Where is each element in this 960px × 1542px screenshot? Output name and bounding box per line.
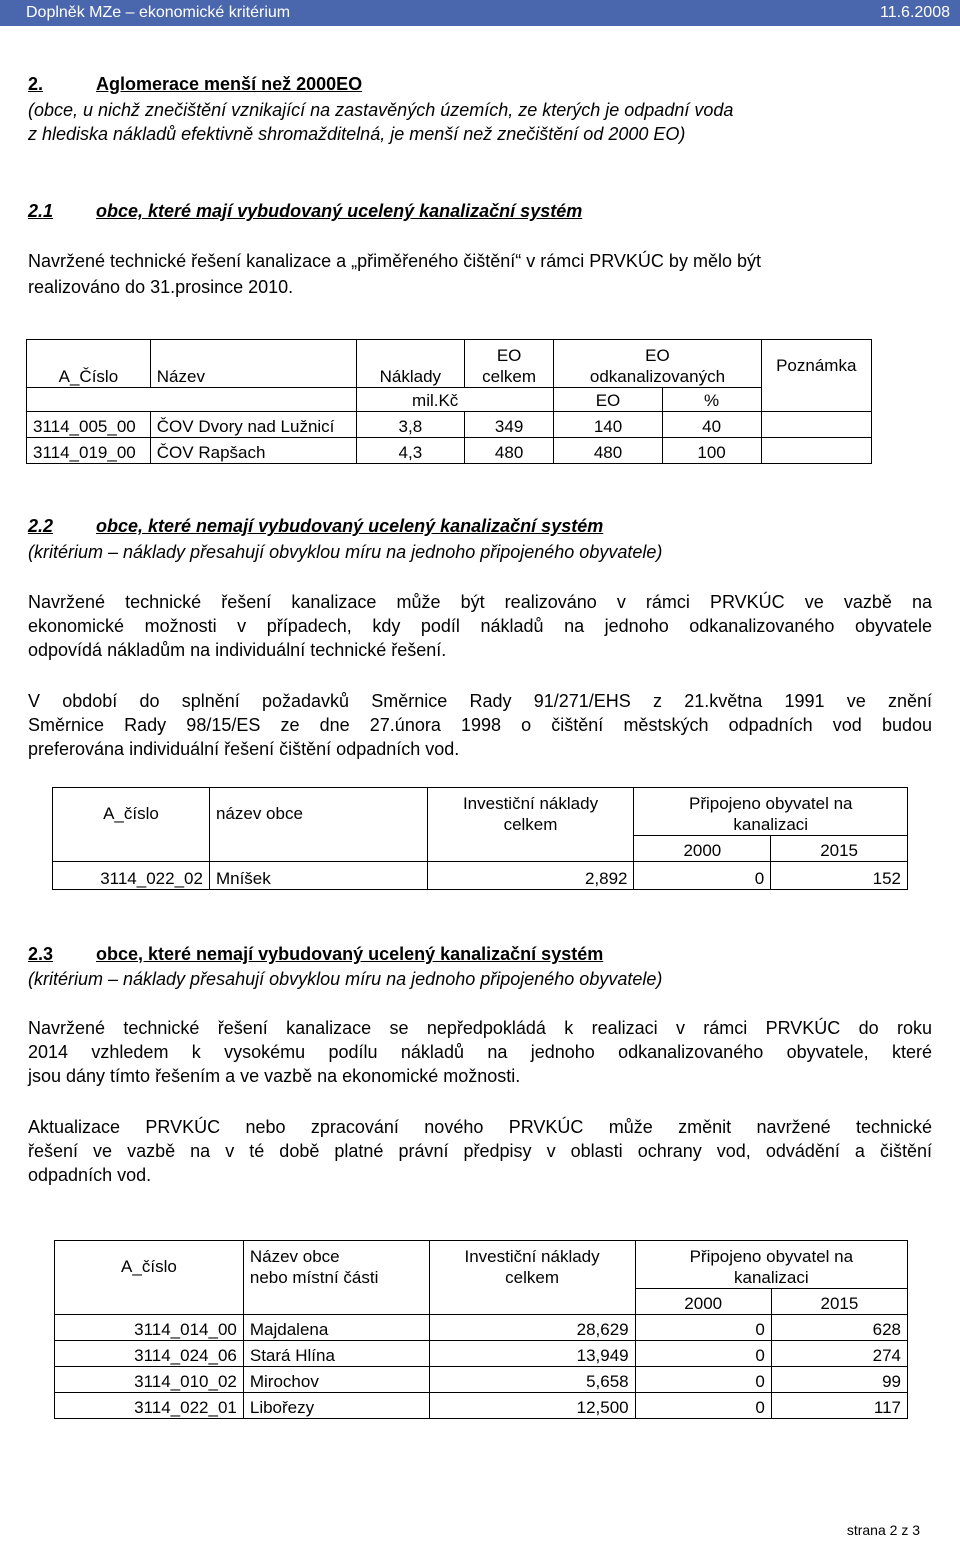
t3-r3-2015: 99	[771, 1367, 907, 1393]
section-2-subtitle-line2: z hlediska nákladů efektivně shromažditelná, je menší než znečištění od 2000 EO)	[28, 124, 686, 144]
t1-header-poznamka: Poznámka	[761, 340, 871, 412]
t3-r1-a-cislo: 3114_014_00	[55, 1315, 244, 1341]
section-23-para1-line1: Navržené technické řešení kanalizace se nepředpokládá k realizaci v rámci PRVKÚC do roku	[28, 1018, 932, 1038]
t3-r1-2000: 0	[635, 1315, 771, 1341]
table-row	[27, 412, 872, 438]
t2-header-invest	[427, 788, 634, 862]
t1-header-a-cislo: A_Číslo	[27, 340, 151, 388]
t1-r1-a-cislo: 3114_005_00	[27, 412, 151, 438]
t1-unit-empty-2	[150, 388, 356, 412]
t1-r1-eo-odk: 140	[554, 412, 662, 438]
page-number: strana 2 z 3	[846, 1522, 920, 1538]
t2-header-nazev: název obce	[209, 788, 427, 862]
section-22-para2	[28, 689, 932, 761]
t3-r1-nazev: Majdalena	[243, 1315, 429, 1341]
section-21-title: obce, které mají vybudovaný ucelený kanalizační systém	[96, 201, 583, 221]
t3-r1-2015: 628	[771, 1315, 907, 1341]
document-date: 11.6.2008	[880, 4, 950, 21]
t3-header-nazev-line2: nebo místní části	[249, 1267, 379, 1287]
t3-r4-nazev: Libořezy	[243, 1393, 429, 1419]
section-22-para2-line2: Směrnice Rady 98/15/ES ze dne 27.února 1998 o čištění městských odpadních vod budou	[28, 715, 932, 735]
t3-r4-invest: 12,500	[429, 1393, 635, 1419]
t3-r2-invest: 13,949	[429, 1341, 635, 1367]
t1-unit-pct: %	[662, 388, 761, 412]
table-row	[55, 1341, 908, 1367]
document-header	[0, 0, 960, 26]
t2-r1-2015: 152	[771, 862, 908, 890]
t3-r4-a-cislo: 3114_022_01	[55, 1393, 244, 1419]
t3-header-a-cislo: A_číslo	[55, 1241, 244, 1315]
table2-header-row	[53, 788, 908, 836]
t1-header-eo-celkem-line1: EO	[496, 346, 522, 365]
t1-r1-nazev: ČOV Dvory nad Lužnicí	[150, 412, 356, 438]
t3-r3-nazev: Mirochov	[243, 1367, 429, 1393]
t1-r2-naklady: 4,3	[356, 438, 464, 464]
t3-r2-2015: 274	[771, 1341, 907, 1367]
section-23-para1	[28, 1016, 932, 1088]
t2-r1-invest: 2,892	[427, 862, 634, 890]
t3-header-invest-line2: celkem	[505, 1267, 559, 1287]
t2-header-pripojeno-line1: Připojeno obyvatel na	[688, 794, 853, 813]
table-municipality-costs-2	[54, 1240, 908, 1419]
section-21-para-line2: realizováno do 31.prosince 2010.	[28, 277, 294, 297]
t1-unit-empty-1	[27, 388, 151, 412]
t3-header-2000: 2000	[635, 1289, 771, 1315]
t3-r4-2000: 0	[635, 1393, 771, 1419]
t1-unit-naklady: mil.Kč	[356, 388, 464, 412]
t1-r2-poznamka	[761, 438, 871, 464]
section-22-para2-line1: V období do splnění požadavků Směrnice Rady 91/271/EHS z 21.května 1991 ve znění	[28, 691, 932, 711]
section-23-para2-line3: odpadních vod.	[28, 1165, 152, 1185]
t1-r2-eo-celkem: 480	[464, 438, 554, 464]
section-2-number: 2.	[28, 74, 44, 94]
section-22-para1-line3: odpovídá nákladům na individuální technické řešení.	[28, 640, 447, 660]
t1-r2-eo-odk: 480	[554, 438, 662, 464]
table-row	[55, 1367, 908, 1393]
t1-header-eo-celkem	[464, 340, 554, 388]
t1-header-eo-odk-line1: EO	[645, 346, 670, 365]
t1-header-nazev: Název	[150, 340, 356, 388]
t1-header-eo-celkem-line2: celkem	[482, 367, 537, 386]
section-2-title: Aglomerace menší než 2000EO	[96, 74, 363, 94]
t2-header-pripojeno-line2: kanalizaci	[733, 815, 809, 834]
t2-header-pripojeno	[634, 788, 908, 836]
section-22-criterion: (kritérium – náklady přesahují obvyklou míru na jednoho připojeného obyvatele)	[28, 542, 663, 562]
section-23-para1-line3: jsou dány tímto řešením a ve vazbě na ekonomické možnosti.	[28, 1066, 521, 1086]
table-municipality-costs-1	[52, 787, 908, 890]
t2-r1-nazev: Mníšek	[209, 862, 427, 890]
section-22-number: 2.2	[28, 516, 54, 536]
t3-header-invest	[429, 1241, 635, 1315]
t2-r1-a-cislo: 3114_022_02	[53, 862, 210, 890]
t1-header-naklady: Náklady	[356, 340, 464, 388]
t1-r1-poznamka	[761, 412, 871, 438]
t3-r1-invest: 28,629	[429, 1315, 635, 1341]
section-21-para-line1: Navržené technické řešení kanalizace a „přiměřeného čištění“ v rámci PRVKÚC by mělo být	[28, 251, 761, 271]
t3-r2-2000: 0	[635, 1341, 771, 1367]
t1-header-eo-odk-line2: odkanalizovaných	[589, 367, 726, 386]
t3-header-nazev	[243, 1241, 429, 1315]
t1-r1-eo-celkem: 349	[464, 412, 554, 438]
t3-header-nazev-line1: Název obce	[249, 1246, 340, 1266]
t2-header-2000: 2000	[634, 836, 771, 862]
table-row	[27, 438, 872, 464]
t3-r2-nazev: Stará Hlína	[243, 1341, 429, 1367]
section-23-para2-line2: řešení ve vazbě na v té době platné právní předpisy v oblasti ochrany vod, odvádění a čištění	[28, 1141, 932, 1161]
table-row	[53, 862, 908, 890]
section-23-para2	[28, 1115, 932, 1187]
t2-header-2015: 2015	[771, 836, 908, 862]
section-23-para1-line2: 2014 vzhledem k vysokému podílu nákladů na jednoho odkanalizovaného obyvatele, které	[28, 1042, 932, 1062]
t1-unit-empty-3	[464, 388, 554, 412]
t1-r1-naklady: 3,8	[356, 412, 464, 438]
t3-header-pripojeno	[635, 1241, 907, 1289]
document-title: Doplněk MZe – ekonomické kritérium	[26, 4, 291, 21]
t1-r2-nazev: ČOV Rapšach	[150, 438, 356, 464]
t2-header-invest-line1: Investiční náklady	[462, 793, 599, 813]
t1-r2-a-cislo: 3114_019_00	[27, 438, 151, 464]
t1-r1-pct: 40	[662, 412, 761, 438]
t3-header-pripojeno-line2: kanalizaci	[733, 1268, 809, 1287]
table1-units-row	[27, 388, 872, 412]
section-22-para1-line1: Navržené technické řešení kanalizace může být realizováno v rámci PRVKÚC ve vazbě na	[28, 592, 932, 612]
t1-header-eo-odk	[554, 340, 761, 388]
t1-unit-eo: EO	[554, 388, 662, 412]
section-22-title: obce, které nemají vybudovaný ucelený kanalizační systém	[96, 516, 604, 536]
t3-r4-2015: 117	[771, 1393, 907, 1419]
section-23-criterion: (kritérium – náklady přesahují obvyklou míru na jednoho připojeného obyvatele)	[28, 969, 663, 989]
section-23-title: obce, které nemají vybudovaný ucelený kanalizační systém	[96, 944, 604, 964]
table1-header-row	[27, 340, 872, 388]
t3-r3-a-cislo: 3114_010_02	[55, 1367, 244, 1393]
section-23-para2-line1: Aktualizace PRVKÚC nebo zpracování nového PRVKÚC může změnit navržené technické	[28, 1117, 932, 1137]
section-2-subtitle-line1: (obce, u nichž znečištění vznikající na zastavěných územích, ze kterých je odpadní voda	[28, 100, 734, 120]
t3-r2-a-cislo: 3114_024_06	[55, 1341, 244, 1367]
table3-header-row	[55, 1241, 908, 1289]
t3-header-pripojeno-line1: Připojeno obyvatel na	[689, 1247, 854, 1266]
t2-header-invest-line2: celkem	[503, 814, 558, 834]
section-22-para2-line3: preferována individuální řešení čištění odpadních vod.	[28, 739, 460, 759]
t3-r3-2000: 0	[635, 1367, 771, 1393]
t1-r2-pct: 100	[662, 438, 761, 464]
t2-r1-2000: 0	[634, 862, 771, 890]
t3-r3-invest: 5,658	[429, 1367, 635, 1393]
section-22-para1-line2: ekonomické možnosti v případech, kdy podíl nákladů na jednoho odkanalizovaného obyvatele	[28, 616, 932, 636]
table-row	[55, 1393, 908, 1419]
section-21-number: 2.1	[28, 201, 54, 221]
t2-header-a-cislo: A_číslo	[53, 788, 210, 862]
t3-header-2015: 2015	[771, 1289, 907, 1315]
t3-header-invest-line1: Investiční náklady	[464, 1246, 600, 1266]
section-22-para1	[28, 590, 932, 662]
section-23-number: 2.3	[28, 944, 54, 964]
table-wwtp-costs	[26, 339, 872, 464]
table-row	[55, 1315, 908, 1341]
